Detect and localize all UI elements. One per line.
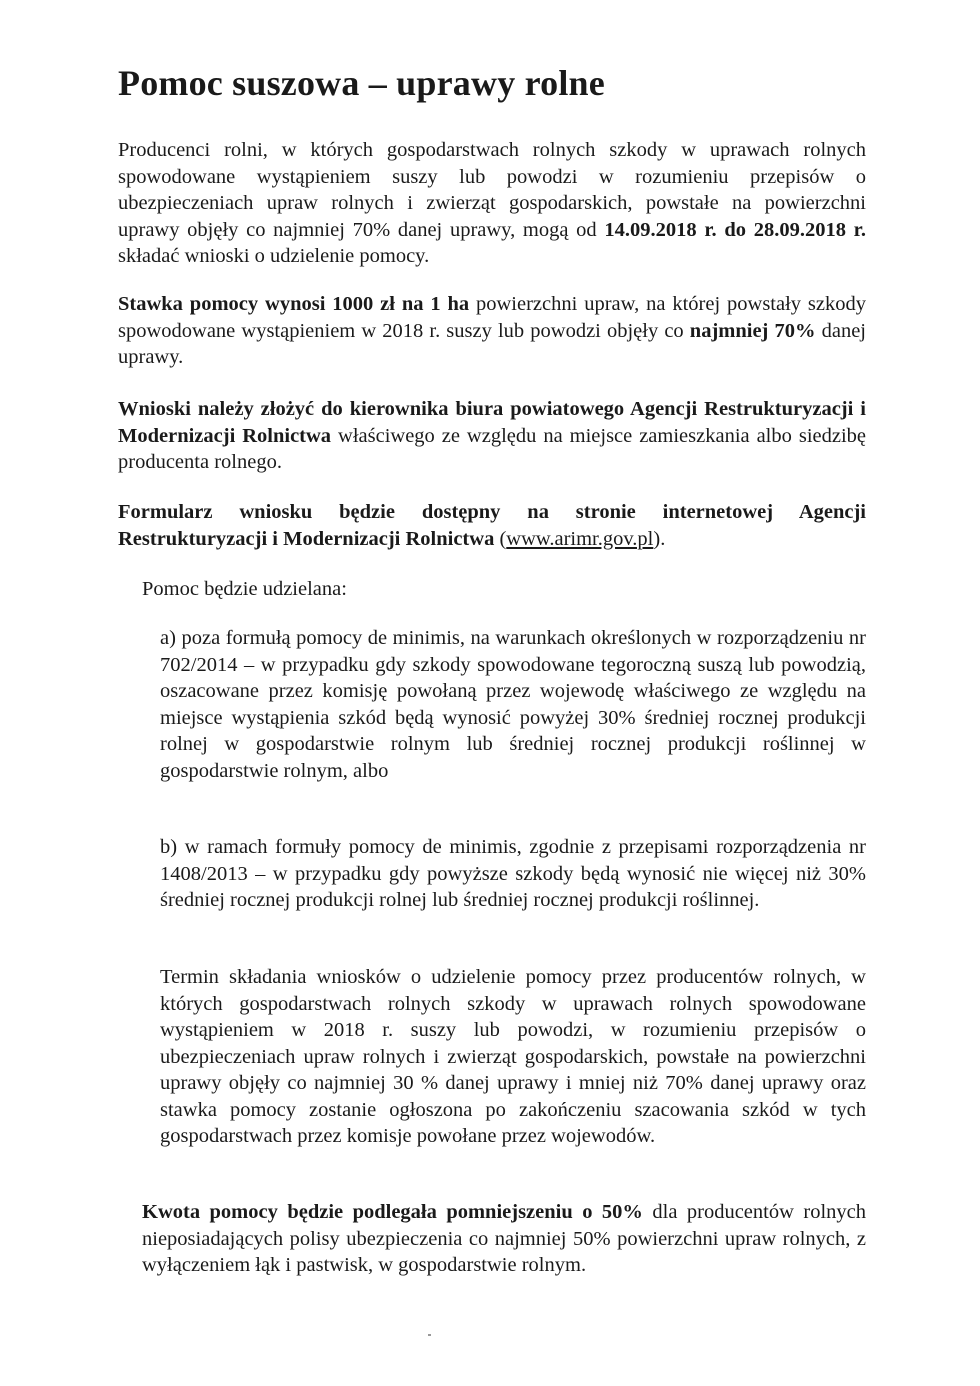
paragraph-aid-rate (118, 291, 866, 371)
paragraph-option-a: a) poza formułą pomocy de minimis, na warunkach określonych w rozporządzeniu nr 702/2014 – w przypadku gdy szkody spowodowane tegoroczną suszą lub powodzią, oszacowane przez komisję powołaną przez wojewodę właściwego ze względu na miejsce wystąpienia szkód będą wynosić powyżej 30% średniej rocznej produkcji rolnej w gospodarstwie rolnym lub średniej rocznej produkcji roślinnej w gospodarstwie rolnym, albo (160, 627, 866, 782)
aid-rate-bold: Stawka pomocy wynosi 1000 zł na 1 ha (118, 293, 470, 315)
paragraph-eligibility (118, 137, 866, 270)
paragraph-deadline: Termin składania wniosków o udzielenie pomocy przez producentów rolnych, w których gospodarstwach rolnych szkody w uprawach rolnych spowodowane wystąpieniem w 2018 r. suszy lub powodzi, w rozumieniu przepisów o ubezpieczeniach upraw rolnych i zwierząt gospodarskich, powstałe na powierzchni uprawy objęły co najmniej 30 % danej uprawy i mniej niż 70% danej uprawy oraz stawka pomocy zostanie ogłoszona po zakończeniu szacowania szkód w tych gospodarstwach przez komisje powołane przez wojewodów. (160, 966, 866, 1147)
paragraph-reduction (142, 1199, 866, 1279)
paragraph-option-b: b) w ramach formuły pomocy de minimis, zgodnie z przepisami rozporządzenia nr 1408/2013 – w przypadku gdy powyższe szkody będą wynosić nie więcej niż 30% średniej rocznej produkcji rolnej lub średniej rocznej produkcji roślinnej. (160, 836, 866, 911)
eligibility-text-end: składać wnioski o udzielenie pomocy. (118, 245, 430, 267)
form-text-close: ). (653, 527, 666, 550)
aid-rate-text: powierzchni upraw, na której powstały szkody spowodowane wystąpieniem w 2018 r. suszy lub powodzi objęły co (118, 293, 866, 342)
aid-rate-text-end: danej uprawy. (118, 319, 866, 368)
form-text-open: ( (494, 527, 507, 550)
scan-speck (428, 1334, 431, 1336)
aid-rate-threshold: najmniej 70% (689, 319, 816, 342)
arimr-link[interactable]: www.arimr.gov.pl (506, 527, 654, 550)
paragraph-aid-granted-intro: Pomoc będzie udzielana: (142, 578, 347, 600)
eligibility-text: Producenci rolni, w których gospodarstwach rolnych szkody w uprawach rolnych spowodowane wystąpieniem suszy lub powodzi w rozumieniu przepisów o ubezpieczeniach upraw rolnych i zwierząt gospodarskich, powstałe na powierzchni uprawy objęły co najmniej 70% danej uprawy, mogą od (118, 139, 866, 241)
paragraph-form-availability (118, 499, 866, 552)
reduction-bold: Kwota pomocy będzie podlegała pomniejszeniu o 50% (142, 1201, 643, 1223)
page-title: Pomoc suszowa – uprawy rolne (118, 63, 605, 103)
reduction-text: dla producentów rolnych nieposiadających polisy ubezpieczenia co najmniej 50% powierzchni upraw rolnych, z wyłączeniem łąk i pastwisk, w gospodarstwie rolnym. (142, 1201, 866, 1276)
submit-bold: Wnioski należy złożyć do kierownika biura powiatowego Agencji Restrukturyzacji i Modernizacji Rolnictwa (118, 398, 866, 447)
submit-text: właściwego ze względu na miejsce zamieszkania albo siedzibę producenta rolnego. (118, 424, 867, 473)
paragraph-where-to-submit (118, 396, 866, 476)
application-dates: 14.09.2018 r. do 28.09.2018 r. (604, 218, 866, 241)
form-bold: Formularz wniosku będzie dostępny na stronie internetowej Agencji Restrukturyzacji i Modernizacji Rolnictwa (118, 501, 866, 550)
